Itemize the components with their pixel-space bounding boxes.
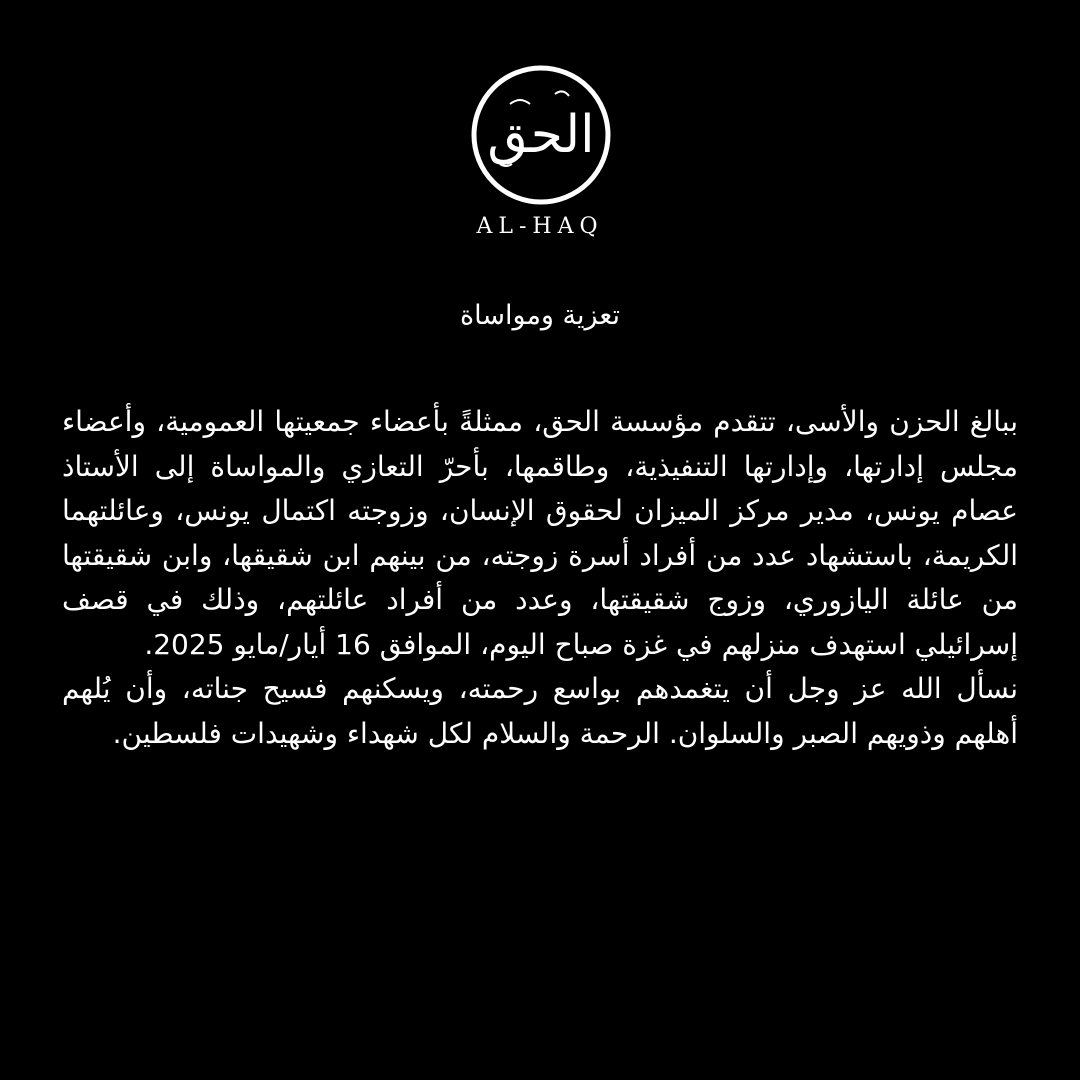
al-haq-logo-icon [470, 64, 612, 206]
statement-title: تعزية ومواساة [460, 300, 620, 331]
svg-text:الحق: الحق [487, 105, 595, 165]
brand-name: AL-HAQ [476, 214, 604, 239]
statement-body [62, 400, 1018, 756]
paragraph-prayer: نسأل الله عز وجل أن يتغمدهم بواسع رحمته، ويسكنهم فسيح جناته، وأن يُلهم أهلهم وذويهم الصبر والسلوان. الرحمة والسلام لكل شهداء وشهيدات فلسطين. [62, 672, 1018, 750]
paragraph-condolence: ببالغ الحزن والأسى، تتقدم مؤسسة الحق، ممثلةً بأعضاء جمعيتها العمومية، وأعضاء مجلس إدارتها، وإدارتها التنفيذية، وطاقمها، بأحرّ التعازي والمواساة إلى الأستاذ عصام يونس، مدير مركز الميزان لحقوق الإنسان، وزوجته اكتمال يونس، وعائلتهما الكريمة، باستشهاد عدد من أفراد أسرة زوجته، من بينهم ابن شقيقها، وابن شقيقتها من عائلة اليازوري، وزوج شقيقتها، وعدد من أفراد عائلتهم، وذلك في قصف إسرائيلي استهدف منزلهم في غزة صباح اليوم، الموافق 16 أيار/مايو 2025. [62, 405, 1018, 661]
